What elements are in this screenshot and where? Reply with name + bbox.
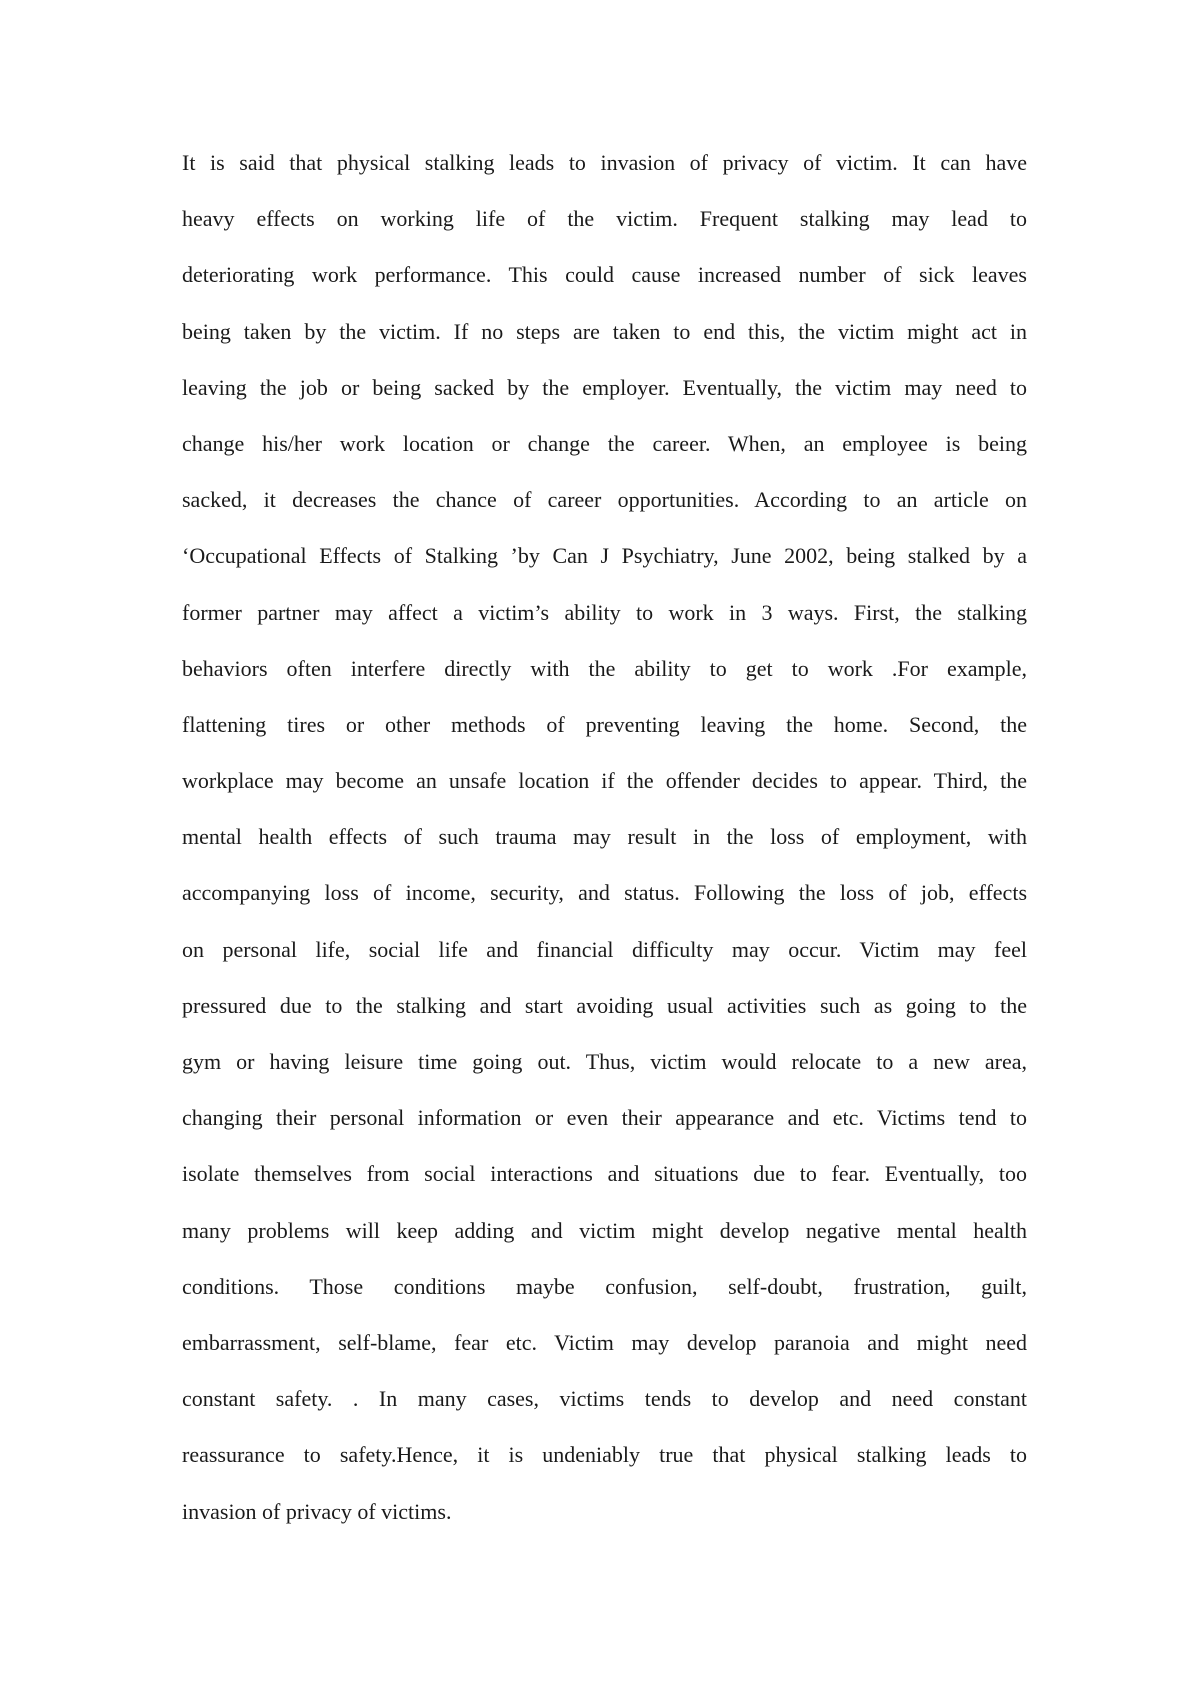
paragraph-line: gym or having leisure time going out. Thus, victim would relocate to a new area, [182,1049,1027,1074]
paragraph-line: reassurance to safety.Hence, it is undeniably true that physical stalking leads to [182,1442,1027,1468]
paragraph-line: It is said that physical stalking leads to invasion of privacy of victim. It can have [182,150,1027,175]
paragraph-line: sacked, it decreases the chance of career opportunities. According to an article on [182,487,1027,513]
paragraph-line: former partner may affect a victim’s ability to work in 3 ways. First, the stalking [182,599,1027,625]
paragraph-line: leaving the job or being sacked by the employer. Eventually, the victim may need to [182,374,1027,400]
paragraph-line: workplace may become an unsafe location if the offender decides to appear. Third, the [182,768,1027,794]
paragraph-line: ‘Occupational Effects of Stalking ’by Can J Psychiatry, June 2002, being stalked by a [182,543,1027,569]
paragraph-line: changing their personal information or even their appearance and etc. Victims tend to [182,1105,1027,1131]
body-paragraph [182,135,1027,1540]
paragraph-line: pressured due to the stalking and start avoiding usual activities such as going to the [182,992,1027,1018]
paragraph-line: invasion of privacy of victims. [182,1498,452,1524]
paragraph-line: flattening tires or other methods of preventing leaving the home. Second, the [182,711,1027,737]
paragraph-line: heavy effects on working life of the victim. Frequent stalking may lead to [182,206,1027,232]
paragraph-line: change his/her work location or change the career. When, an employee is being [182,430,1027,456]
paragraph-line: embarrassment, self-blame, fear etc. Victim may develop paranoia and might need [182,1329,1027,1355]
paragraph-line: behaviors often interfere directly with the ability to get to work .For example, [182,655,1027,681]
paragraph-line: on personal life, social life and financial difficulty may occur. Victim may feel [182,936,1027,962]
paragraph-line: accompanying loss of income, security, and status. Following the loss of job, effects [182,880,1027,906]
paragraph-line: mental health effects of such trauma may result in the loss of employment, with [182,824,1027,850]
paragraph-line: being taken by the victim. If no steps are taken to end this, the victim might act in [182,318,1027,344]
paragraph-line: deteriorating work performance. This could cause increased number of sick leaves [182,262,1027,288]
paragraph-line: isolate themselves from social interactions and situations due to fear. Eventually, too [182,1161,1027,1187]
paragraph-line: constant safety. . In many cases, victims tends to develop and need constant [182,1386,1027,1412]
paragraph-line: many problems will keep adding and victim might develop negative mental health [182,1217,1027,1243]
paragraph-line: conditions. Those conditions maybe confusion, self-doubt, frustration, guilt, [182,1273,1027,1299]
